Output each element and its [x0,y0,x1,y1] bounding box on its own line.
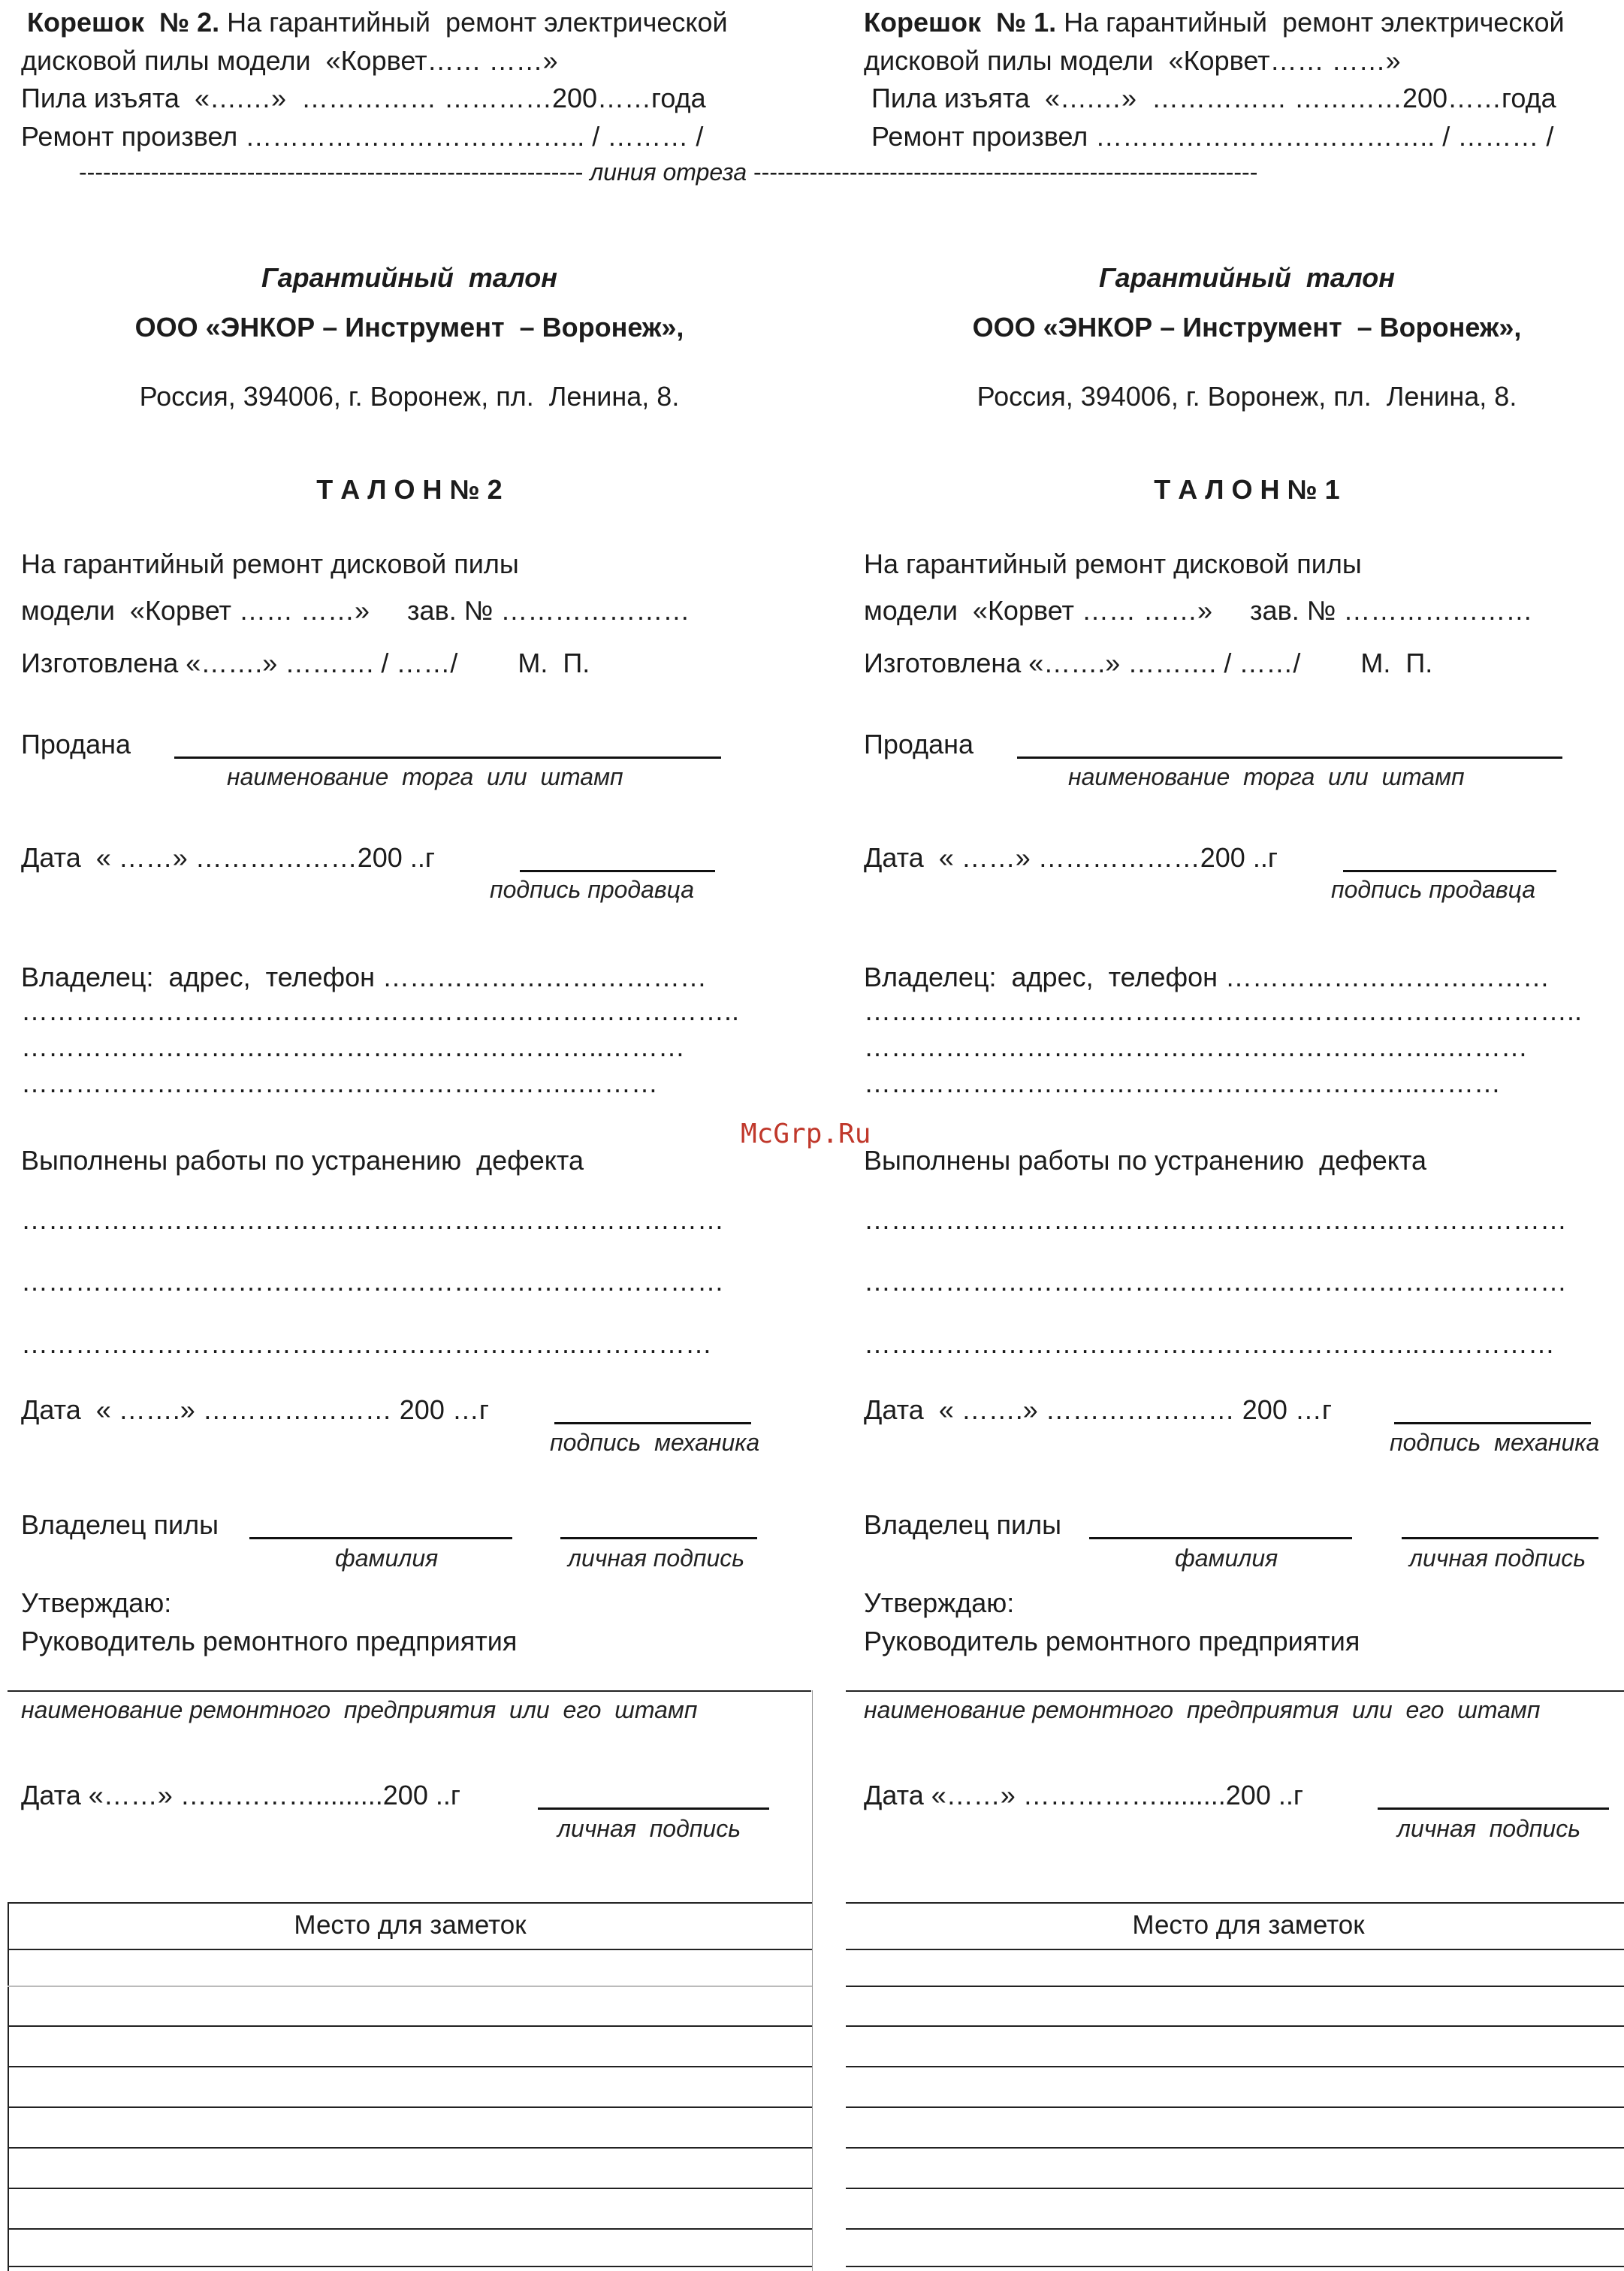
notes-row-line [846,2147,1624,2149]
notes-title: Место для заметок [1132,1910,1365,1940]
notes-row-line [846,1986,1624,1987]
notes-row-line [846,2188,1624,2189]
notes-row-line [8,1949,813,1950]
director-label: Руководитель ремонтного предприятия [21,1626,518,1656]
owner-dots-1: …………………………………………………………………….. [21,995,740,1026]
personal-signature-caption: личная подпись [1409,1545,1586,1572]
works-done: Выполнены работы по устранению дефекта [21,1145,584,1176]
cut-line: --------------------------------------------------------------- линия отреза --------------------------------------------------------------- [79,159,1258,186]
mechanic-signature-line [1394,1422,1591,1424]
seller-signature-line [1343,870,1556,872]
works-dots-2: …………………………………………………………………… [21,1266,724,1297]
notes-row-line [846,2266,1624,2267]
sold-label: Продана [21,729,131,760]
approve-label: Утверждаю: [21,1587,172,1618]
repair-line1: На гарантийный ремонт дисковой пилы [21,548,519,579]
approve-signature-caption: личная подпись [557,1815,741,1842]
surname-caption: фамилия [1175,1545,1278,1572]
mechanic-signature-caption: подпись механика [550,1429,760,1456]
notes-row-line [8,1986,813,1987]
coupon-heading: Гарантийный талон [1099,262,1395,293]
repair-line2: модели «Корвет …… ……» зав. № ………………… [21,595,690,626]
owner-dots-1: …………………………………………………………………….. [864,995,1583,1026]
seller-signature-caption: подпись продавца [1331,876,1536,903]
coupon-number: Т А Л О Н № 2 [316,474,503,505]
saw-owner-label: Владелец пилы [864,1509,1062,1540]
notes-title: Место для заметок [294,1910,527,1940]
sold-underline [1017,756,1562,759]
approve-label: Утверждаю: [864,1587,1015,1618]
seller-signature-line [520,870,715,872]
works-dots-3: ……………………………………………………..…………… [21,1328,713,1359]
date-sold: Дата « ……» ………………200 ..г [21,842,435,873]
owner-address: Владелец: адрес, телефон ……………………………… [864,962,1550,992]
surname-caption: фамилия [335,1545,439,1572]
notes-row-line [8,2147,813,2149]
works-dots-1: …………………………………………………………………… [864,1204,1567,1235]
notes-row-line [846,2066,1624,2067]
sold-label: Продана [864,729,974,760]
works-dots-2: …………………………………………………………………… [864,1266,1567,1297]
coupon-heading: Гарантийный талон [261,262,557,293]
company-name: ООО «ЭНКОР – Инструмент – Воронеж», [972,312,1522,343]
works-dots-3: ……………………………………………………..…………… [864,1328,1556,1359]
center-divider [812,1690,813,2271]
manufactured-line: Изготовлена «…….» ………. / ……/ М. П. [864,648,1433,678]
enterprise-line [846,1690,1624,1692]
notes-row-line [8,1902,813,1904]
notes-row-line [8,2188,813,2189]
stub-2-line3: Пила изъята «….…» …………… …………200……года [21,83,706,113]
works-dots-1: …………………………………………………………………… [21,1204,724,1235]
date-repair: Дата « …….» ………………… 200 …г [21,1394,489,1425]
stub-2-line4: Ремонт произвел ……………………………….. / ……… / [21,121,704,152]
notes-row-line [8,2228,813,2230]
repair-line2: модели «Корвет …… ……» зав. № ………………… [864,595,1533,626]
owner-address: Владелец: адрес, телефон ……………………………… [21,962,708,992]
personal-signature-line [1402,1537,1598,1539]
notes-row-line [846,2228,1624,2230]
owner-dots-2: ………………………………………………………..……… [21,1031,686,1062]
stub-1-line1: Корешок № 1. На гарантийный ремонт электрической [864,7,1565,38]
owner-dots-3: ……………………………………………………..……… [21,1068,659,1098]
repair-line1: На гарантийный ремонт дисковой пилы [864,548,1362,579]
enterprise-caption: наименование ремонтного предприятия или его штамп [864,1696,1541,1723]
date-sold: Дата « ……» ………………200 ..г [864,842,1278,873]
sold-caption: наименование торга или штамп [227,763,623,790]
surname-line [249,1537,512,1539]
stub-1-line2: дисковой пилы модели «Корвет…… ……» [864,45,1401,76]
notes-row-line [8,2106,813,2108]
notes-row-line [846,1902,1624,1904]
director-label: Руководитель ремонтного предприятия [864,1626,1360,1656]
notes-row-line [846,2025,1624,2027]
works-done: Выполнены работы по устранению дефекта [864,1145,1427,1176]
date-approve: Дата «……» …………….........200 ..г [864,1780,1303,1810]
sold-underline [174,756,721,759]
personal-signature-line [560,1537,757,1539]
notes-left-border [8,1902,9,2271]
approve-signature-caption: личная подпись [1397,1815,1581,1842]
stub-2-line2: дисковой пилы модели «Корвет…… ……» [21,45,558,76]
notes-row-line [8,2266,813,2267]
notes-row-line [846,1949,1624,1950]
notes-row-line [846,2106,1624,2108]
date-approve: Дата «……» …………….........200 ..г [21,1780,460,1810]
enterprise-caption: наименование ремонтного предприятия или его штамп [21,1696,698,1723]
company-address: Россия, 394006, г. Воронеж, пл. Ленина, 8. [139,381,680,412]
manufactured-line: Изготовлена «…….» ………. / ……/ М. П. [21,648,590,678]
owner-dots-2: ………………………………………………………..……… [864,1031,1529,1062]
notes-row-line [8,2066,813,2067]
stub-1-line3: Пила изъята «….…» …………… …………200……года [864,83,1556,113]
saw-owner-label: Владелец пилы [21,1509,219,1540]
company-name: ООО «ЭНКОР – Инструмент – Воронеж», [134,312,684,343]
notes-row-line [8,2025,813,2027]
watermark: McGrp.Ru [741,1119,871,1149]
coupon-number: Т А Л О Н № 1 [1154,474,1340,505]
seller-signature-caption: подпись продавца [490,876,695,903]
surname-line [1089,1537,1352,1539]
approve-signature-line [1378,1807,1609,1810]
stub-1-line4: Ремонт произвел ……………………………….. / ……… / [864,121,1554,152]
owner-dots-3: ……………………………………………………..……… [864,1068,1502,1098]
enterprise-line [8,1690,811,1692]
company-address: Россия, 394006, г. Воронеж, пл. Ленина, 8. [977,381,1517,412]
mechanic-signature-line [554,1422,751,1424]
mechanic-signature-caption: подпись механика [1390,1429,1600,1456]
sold-caption: наименование торга или штамп [1068,763,1465,790]
date-repair: Дата « …….» ………………… 200 …г [864,1394,1332,1425]
personal-signature-caption: личная подпись [568,1545,745,1572]
stub-2-line1: Корешок № 2. На гарантийный ремонт электрической [27,7,728,38]
approve-signature-line [538,1807,769,1810]
